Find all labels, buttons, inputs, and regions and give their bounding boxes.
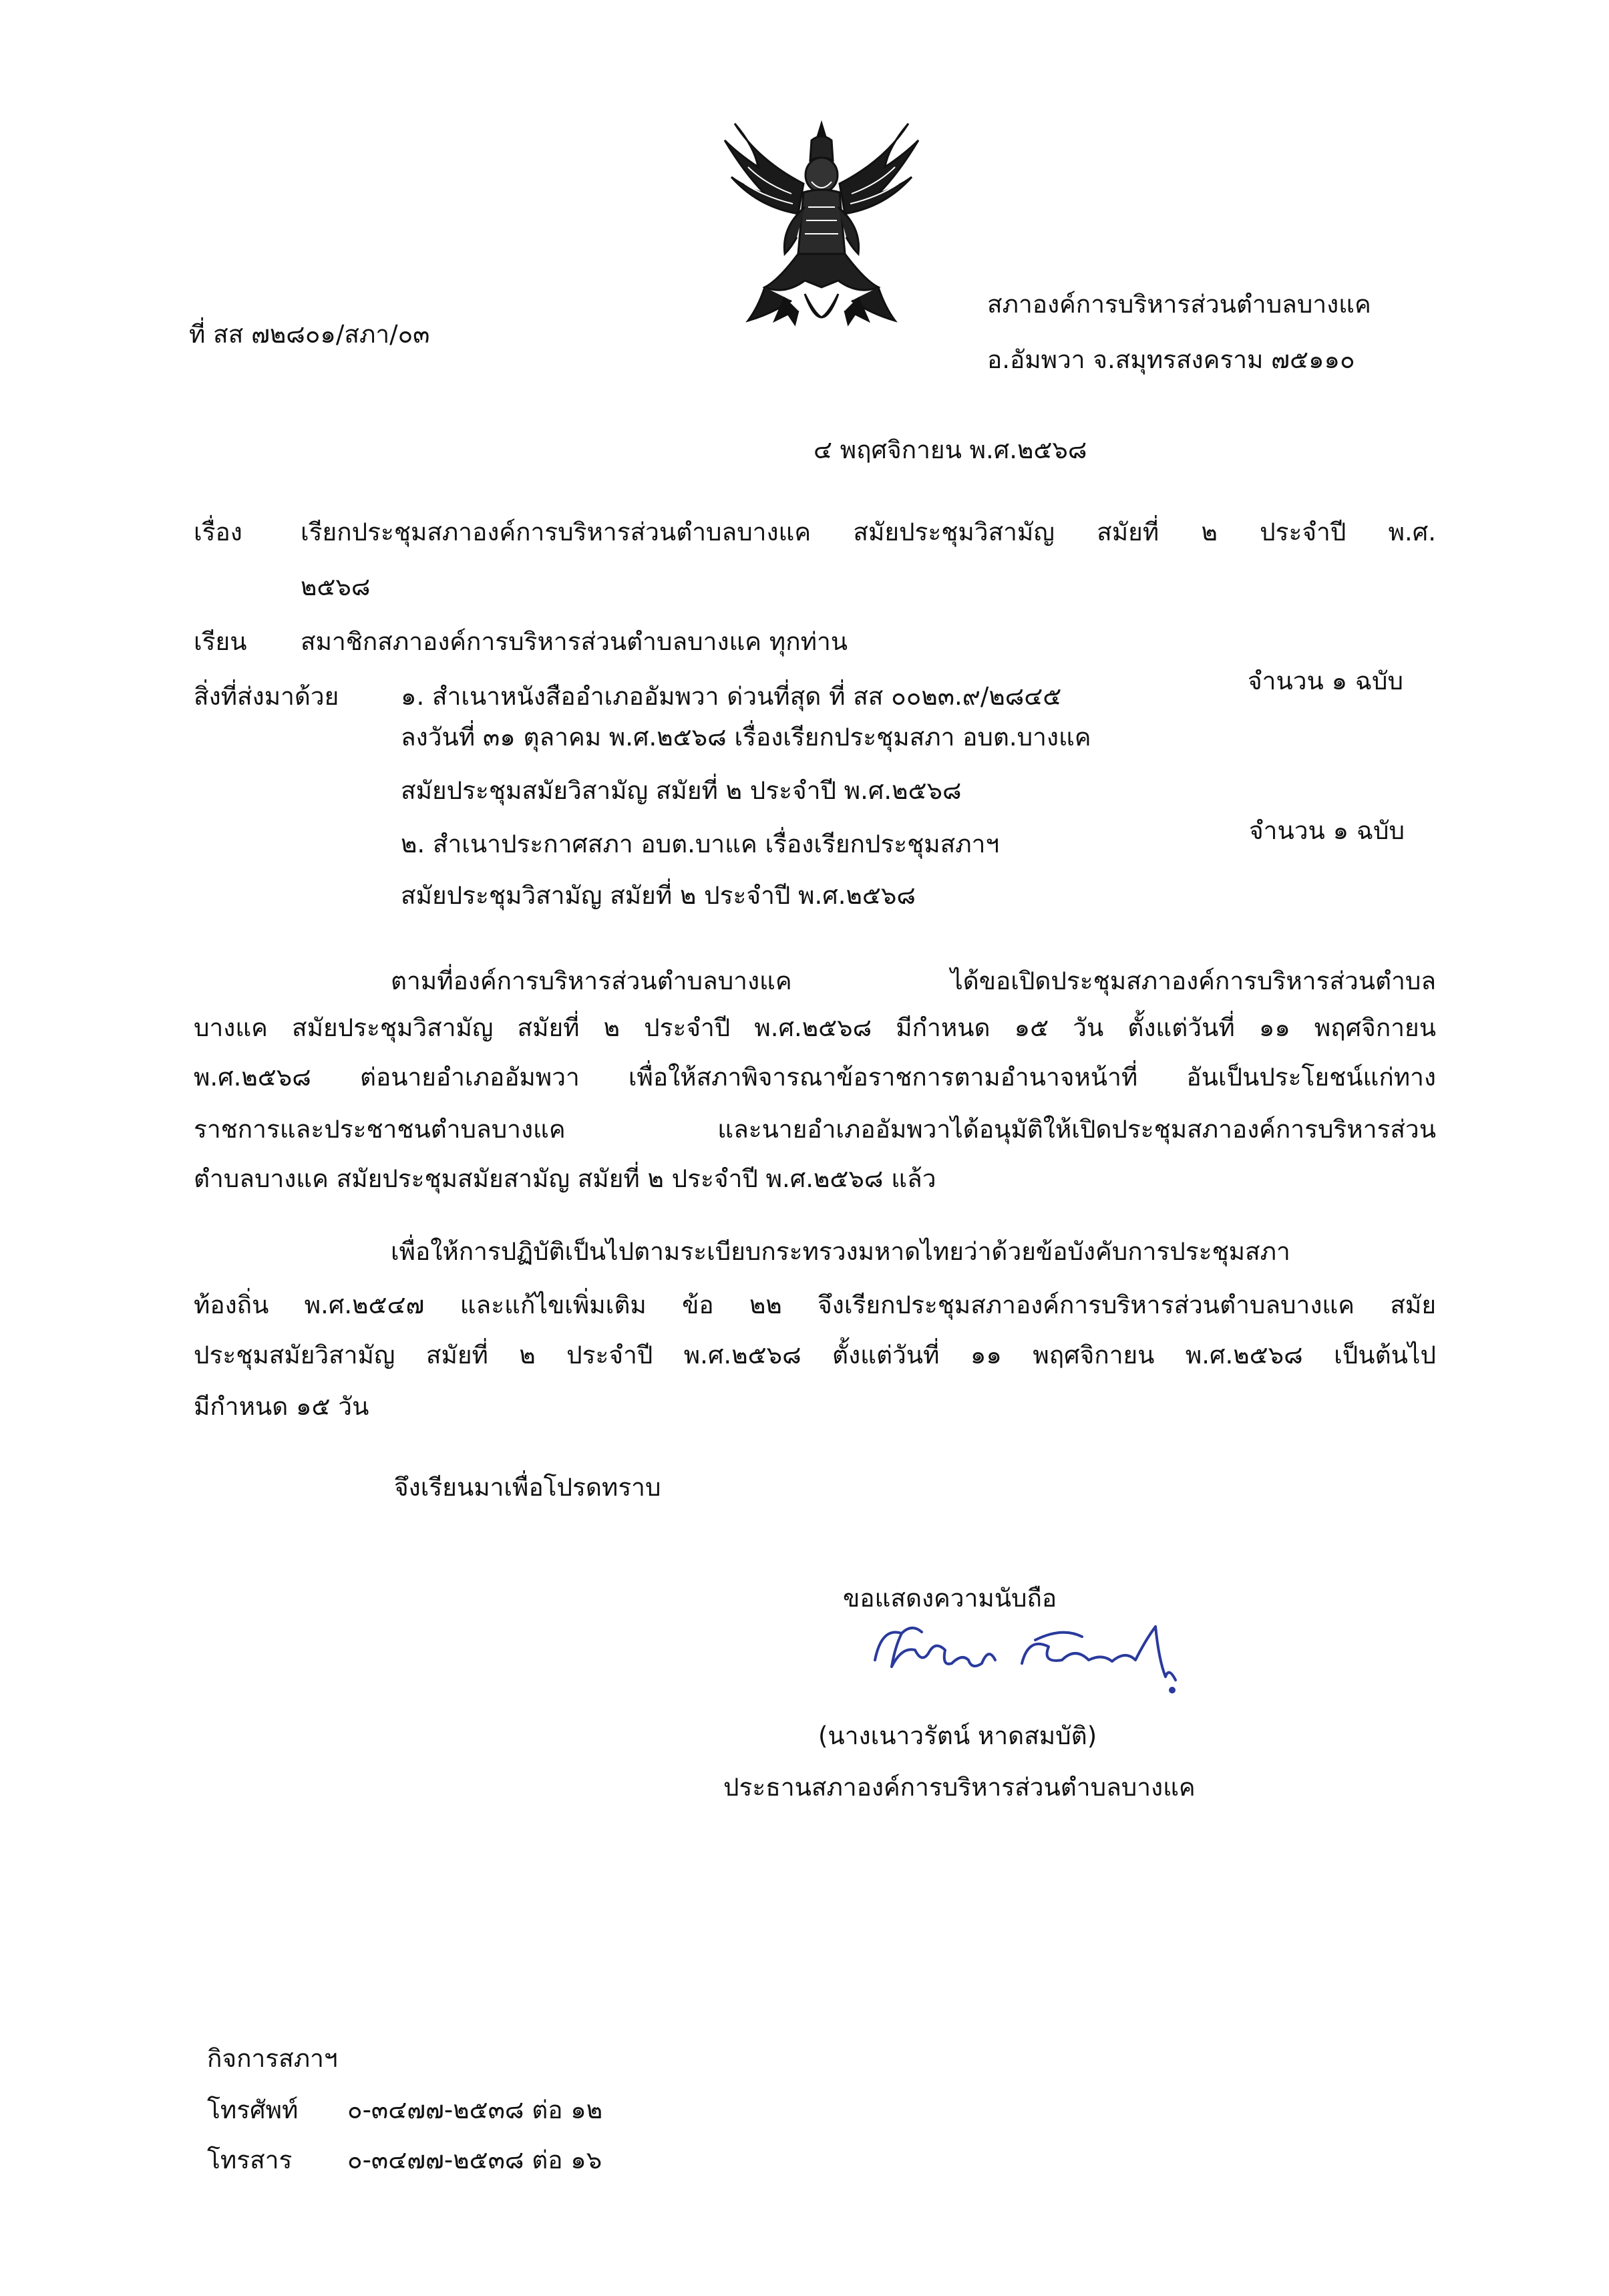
footer-fax-label: โทรสาร: [207, 2146, 293, 2174]
subject-line-1: เรียกประชุมสภาองค์การบริหารส่วนตำบลบางแค สมัยประชุมวิสามัญ สมัยที่ ๒ ประจำปี พ.ศ.: [301, 518, 1436, 546]
enclosure-1-qty: จำนวน ๑ ฉบับ: [1248, 667, 1404, 695]
reference-number: ที่ สส ๗๒๘๐๑/สภา/๐๓: [189, 320, 430, 349]
subject-label: เรื่อง: [194, 518, 242, 546]
signatory-name: (นางเนาวรัตน์ หาดสมบัติ): [818, 1721, 1097, 1750]
paragraph-2-line-3: ประชุมสมัยวิสามัญ สมัยที่ ๒ ประจำปี พ.ศ.๒๕๖๘ ตั้งแต่วันที่ ๑๑ พฤศจิกายน พ.ศ.๒๕๖๘ เป็นต้นไป: [194, 1341, 1436, 1369]
document-date: ๔ พฤศจิกายน พ.ศ.๒๕๖๘: [814, 436, 1087, 464]
closing-text: จึงเรียนมาเพื่อโปรดทราบ: [394, 1473, 661, 1502]
recipient-label: เรียน: [194, 627, 247, 656]
paragraph-1-line-3: พ.ศ.๒๕๖๘ ต่อนายอำเภออัมพวา เพื่อให้สภาพิจารณาข้อราชการตามอำนาจหน้าที่ อันเป็นประโยชน์แก่ทาง: [194, 1063, 1436, 1092]
enclosures-label: สิ่งที่ส่งมาด้วย: [194, 682, 339, 711]
office-address: อ.อัมพวา จ.สมุทรสงคราม ๗๕๑๑๐: [987, 345, 1355, 374]
subject-line-2: ๒๕๖๘: [301, 572, 371, 601]
office-name: สภาองค์การบริหารส่วนตำบลบางแค: [987, 290, 1371, 319]
paragraph-1-line-1: ตามที่องค์การบริหารส่วนตำบลบางแค ได้ขอเปิดประชุมสภาองค์การบริหารส่วนตำบล: [391, 967, 1436, 995]
footer-fax: ๐-๓๔๗๗-๒๕๓๘ ต่อ ๑๖: [347, 2146, 602, 2174]
paragraph-2-line-1: เพื่อให้การปฏิบัติเป็นไปตามระเบียบกระทรวงมหาดไทยว่าด้วยข้อบังคับการประชุมสภา: [391, 1237, 1290, 1266]
handwritten-signature: [862, 1600, 1189, 1700]
paragraph-1-line-4: ราชการและประชาชนตำบลบางแค และนายอำเภออัมพวาได้อนุมัติให้เปิดประชุมสภาองค์การบริหารส่วน: [194, 1115, 1436, 1144]
enclosure-2-qty: จำนวน ๑ ฉบับ: [1249, 816, 1405, 845]
recipient-text: สมาชิกสภาองค์การบริหารส่วนตำบลบางแค ทุกท่าน: [301, 627, 848, 656]
enclosure-2-line-2: สมัยประชุมวิสามัญ สมัยที่ ๒ ประจำปี พ.ศ.๒๕๖๘: [401, 881, 916, 910]
enclosure-1-line-1: ๑. สำเนาหนังสืออำเภออัมพวา ด่วนที่สุด ที่ สส ๐๐๒๓.๙/๒๘๔๕: [401, 682, 1062, 711]
footer-phone: ๐-๓๔๗๗-๒๕๓๘ ต่อ ๑๒: [347, 2096, 603, 2124]
footer-unit: กิจการสภาฯ: [207, 2044, 338, 2073]
paragraph-1-line-5: ตำบลบางแค สมัยประชุมสมัยสามัญ สมัยที่ ๒ ประจำปี พ.ศ.๒๕๖๘ แล้ว: [194, 1164, 936, 1193]
enclosure-1-line-2: ลงวันที่ ๓๑ ตุลาคม พ.ศ.๒๕๖๘ เรื่องเรียกประชุมสภา อบต.บางแค: [401, 723, 1091, 752]
enclosure-1-line-3: สมัยประชุมสมัยวิสามัญ สมัยที่ ๒ ประจำปี พ.ศ.๒๕๖๘: [401, 776, 962, 805]
signatory-position: ประธานสภาองค์การบริหารส่วนตำบลบางแค: [723, 1773, 1196, 1802]
enclosure-2-line-1: ๒. สำเนาประกาศสภา อบต.บาแค เรื่องเรียกประชุมสภาฯ: [401, 830, 1000, 858]
paragraph-1-line-2: บางแค สมัยประชุมวิสามัญ สมัยที่ ๒ ประจำปี พ.ศ.๒๕๖๘ มีกำหนด ๑๕ วัน ตั้งแต่วันที่ ๑๑ พฤศจิกายน: [194, 1013, 1436, 1042]
paragraph-2-line-2: ท้องถิ่น พ.ศ.๒๕๔๗ และแก้ไขเพิ่มเติม ข้อ ๒๒ จึงเรียกประชุมสภาองค์การบริหารส่วนตำบลบางแค สมัย: [194, 1291, 1436, 1319]
footer-phone-label: โทรศัพท์: [207, 2096, 299, 2124]
regards-text: ขอแสดงความนับถือ: [843, 1584, 1057, 1613]
garuda-emblem-icon: [718, 120, 925, 341]
paragraph-2-line-4: มีกำหนด ๑๕ วัน: [194, 1392, 369, 1421]
